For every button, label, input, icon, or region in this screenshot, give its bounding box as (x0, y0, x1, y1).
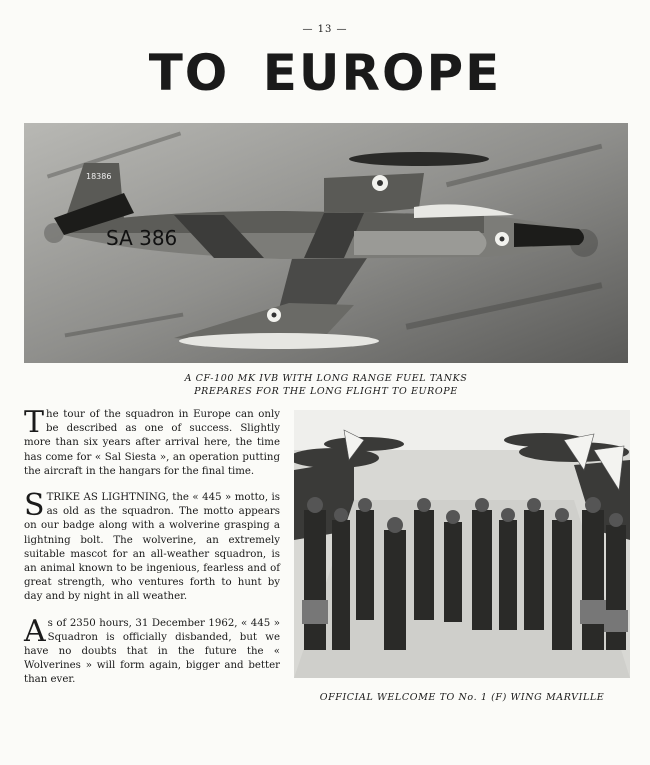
article-paragraph (24, 613, 280, 688)
drop-cap: S (24, 488, 45, 524)
drop-cap: A (24, 613, 46, 649)
welcome-photo-caption: OFFICIAL WELCOME TO No. 1 (F) WING MARVILLE (319, 692, 605, 703)
aircraft-photo (24, 123, 628, 363)
paragraph-text: TRIKE AS LIGHTNING, the « 445 » motto, is as old as the squadron. The motto appears on our badge along with a wolverine grasping a lightning bolt. The wolverine, an extremely suitable mascot for an all-weather squadron, is an animal known to be ingenious, fearless and of great strength, who ventures forth to hunt by day and by night in all weather. (24, 492, 280, 603)
article-paragraph (24, 405, 280, 479)
caption-line-1: A CF-100 MK IVB WITH LONG RANGE FUEL TANKS (184, 373, 468, 384)
drop-cap: T (24, 405, 45, 440)
article-paragraph (24, 488, 280, 605)
welcome-ceremony-photo (294, 410, 630, 678)
tail-marking: 18386 (86, 172, 112, 181)
paragraph-text: he tour of the squadron in Europe can only be described as one of success. Slightly more than six years after arrival here, the time has come for « Sal Siesta », an operation putting the aircraft in the hangars for the final time. (24, 409, 280, 477)
paragraph-text: s of 2350 hours, 31 December 1962, « 445 » Squadron is officially disbanded, but we have no doubts that in the future the « Wolverines » will form again, bigger and better than ever. (24, 617, 280, 686)
page-number: — 13 — (302, 24, 348, 35)
page-title: TO EUROPE (148, 44, 502, 102)
aircraft-photo-caption (24, 372, 628, 398)
caption-line-2: PREPARES FOR THE LONG FLIGHT TO EUROPE (194, 386, 458, 397)
article-body (24, 405, 280, 700)
aircraft-code: SA 386 (106, 226, 178, 250)
